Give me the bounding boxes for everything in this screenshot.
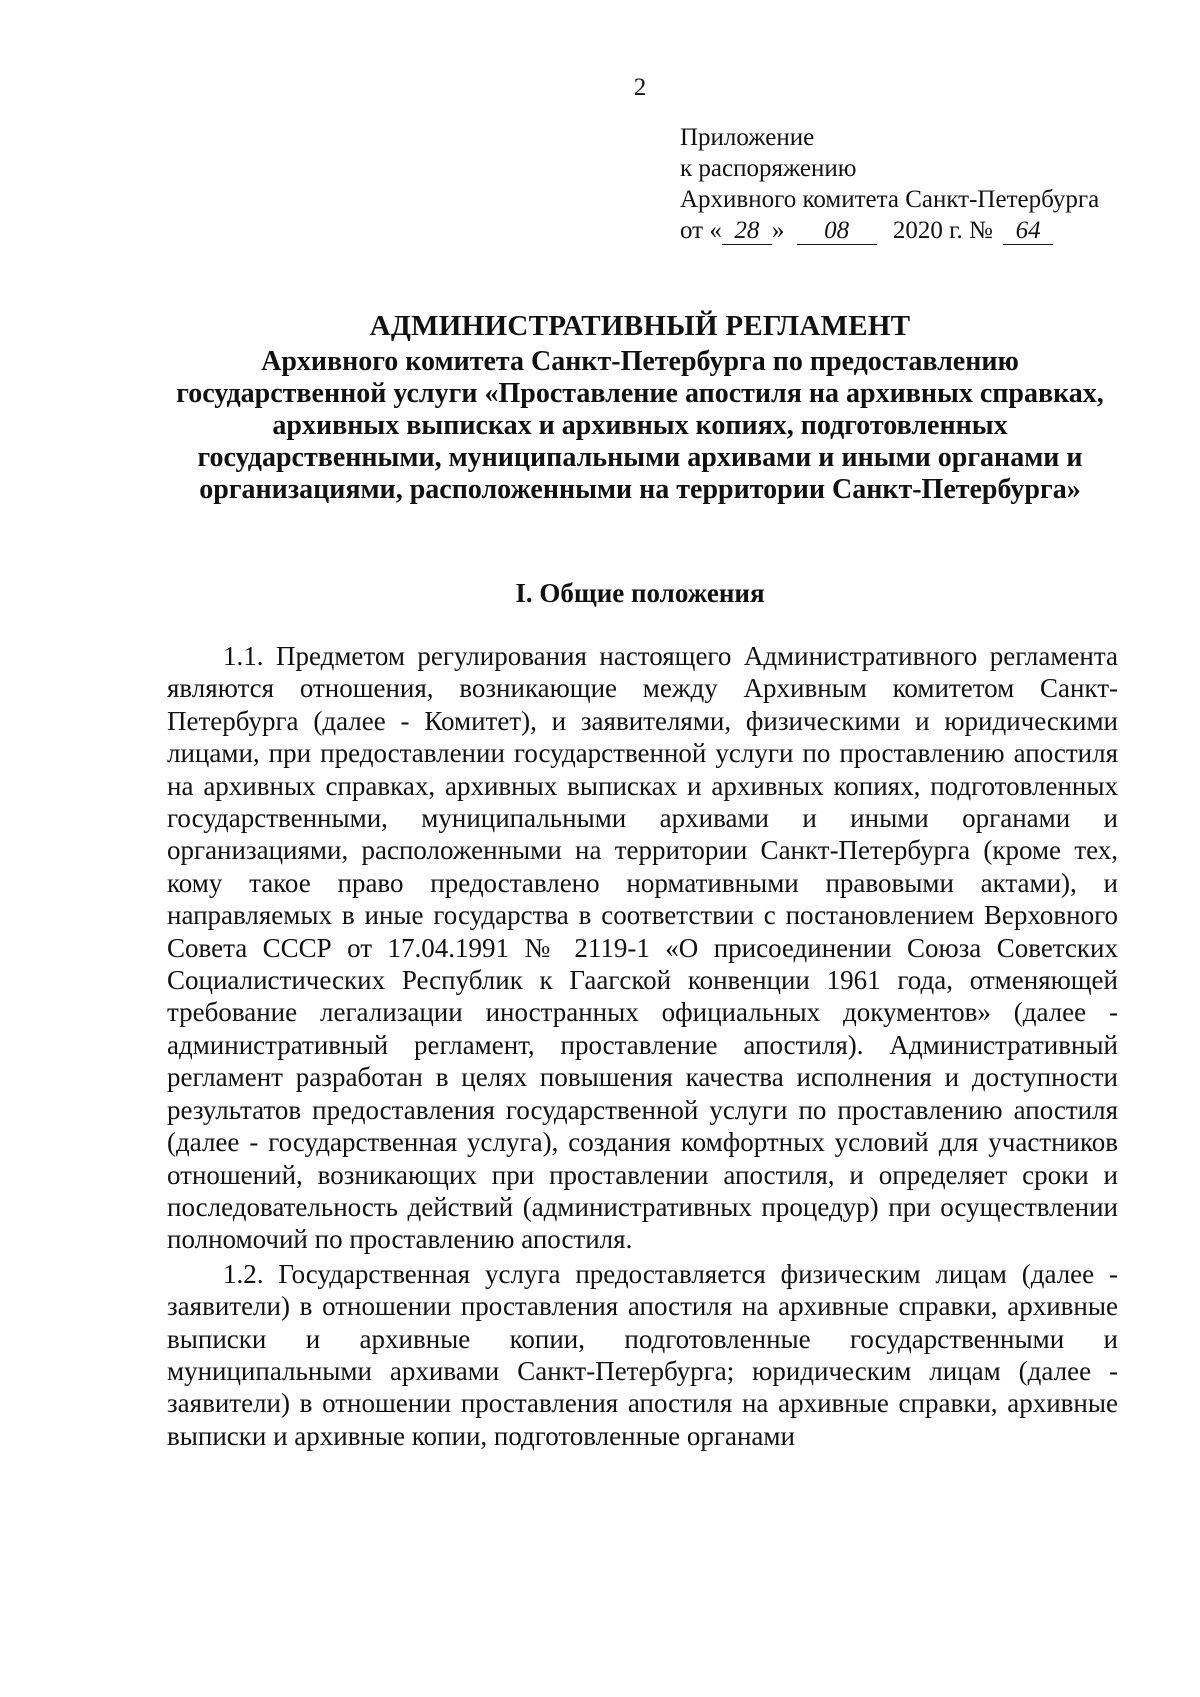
title-line: государственными, муниципальными архивами и иными органами и	[197, 442, 1083, 473]
date-prefix: от «	[680, 217, 722, 244]
paragraph: 1.1. Предметом регулирования настоящего Административного регламента являются отношения, возникающие между Архивным комитетом Санкт-Петербурга (далее - Комитет), и заявителями, физическими и юридическими лицами, при предоставлении государственной услуги по проставлению апостиля на архивных справках, архивных выписках и архивных копиях, подготовленных государственными, муниципальными архивами и иными органами и организациями, расположенными на территории Санкт-Петербурга (кроме тех, кому такое право предоставлено нормативными правовыми актами), и направляемых в иные государства в соответствии с постановлением Верховного Совета СССР от 17.04.1991 № 2119-1 «О присоединении Союза Советских Социалистических Республик к Гаагской конвенции 1961 года, отменяющей требование легализации иностранных официальных документов» (далее - административный регламент, проставление апостиля). Административный регламент разработан в целях повышения качества исполнения и доступности результатов предоставления государственной услуги по проставлению апостиля (далее - государственная услуга), создания комфортных условий для участников отношений, возникающих при проставлении апостиля, и определяет сроки и последовательность действий (административных процедур) при осуществлении полномочий по проставлению апостиля.	[167, 641, 1118, 1255]
section-heading: I. Общие положения	[515, 578, 765, 608]
title-line: организациями, расположенными на территории Санкт-Петербурга»	[199, 474, 1081, 505]
appendix-line: Приложение	[680, 124, 815, 151]
title-line: архивных выписках и архивных копиях, подготовленных	[272, 410, 1008, 441]
handwritten-number: 64	[1003, 218, 1053, 245]
date-mid: »	[771, 217, 785, 244]
handwritten-day: 28	[722, 218, 772, 245]
body-text	[167, 640, 1118, 1452]
title-main: АДМИНИСТРАТИВНЫЙ РЕГЛАМЕНТ	[369, 310, 911, 342]
page-number: 2	[633, 74, 647, 101]
paragraph: 1.2. Государственная услуга предоставляется физическим лицам (далее - заявители) в отношении проставления апостиля на архивные справки, архивные выписки и архивные копии, подготовленные государственными и муниципальными архивами Санкт-Петербурга; юридическим лицам (далее - заявители) в отношении проставления апостиля на архивные справки, архивные выписки и архивные копии, подготовленные органами	[167, 1258, 1118, 1451]
date-year: 2020 г. №	[892, 217, 993, 244]
handwritten-month: 08	[797, 218, 877, 245]
appendix-line: к распоряжению	[680, 155, 857, 182]
title-line: Архивного комитета Санкт-Петербурга по предоставлению	[261, 346, 1019, 377]
appendix-header	[680, 122, 1099, 246]
document-title	[160, 310, 1120, 506]
appendix-date-line	[680, 215, 1099, 246]
appendix-line: Архивного комитета Санкт-Петербурга	[680, 186, 1100, 213]
title-line: государственной услуги «Проставление апостиля на архивных справках,	[176, 378, 1104, 409]
